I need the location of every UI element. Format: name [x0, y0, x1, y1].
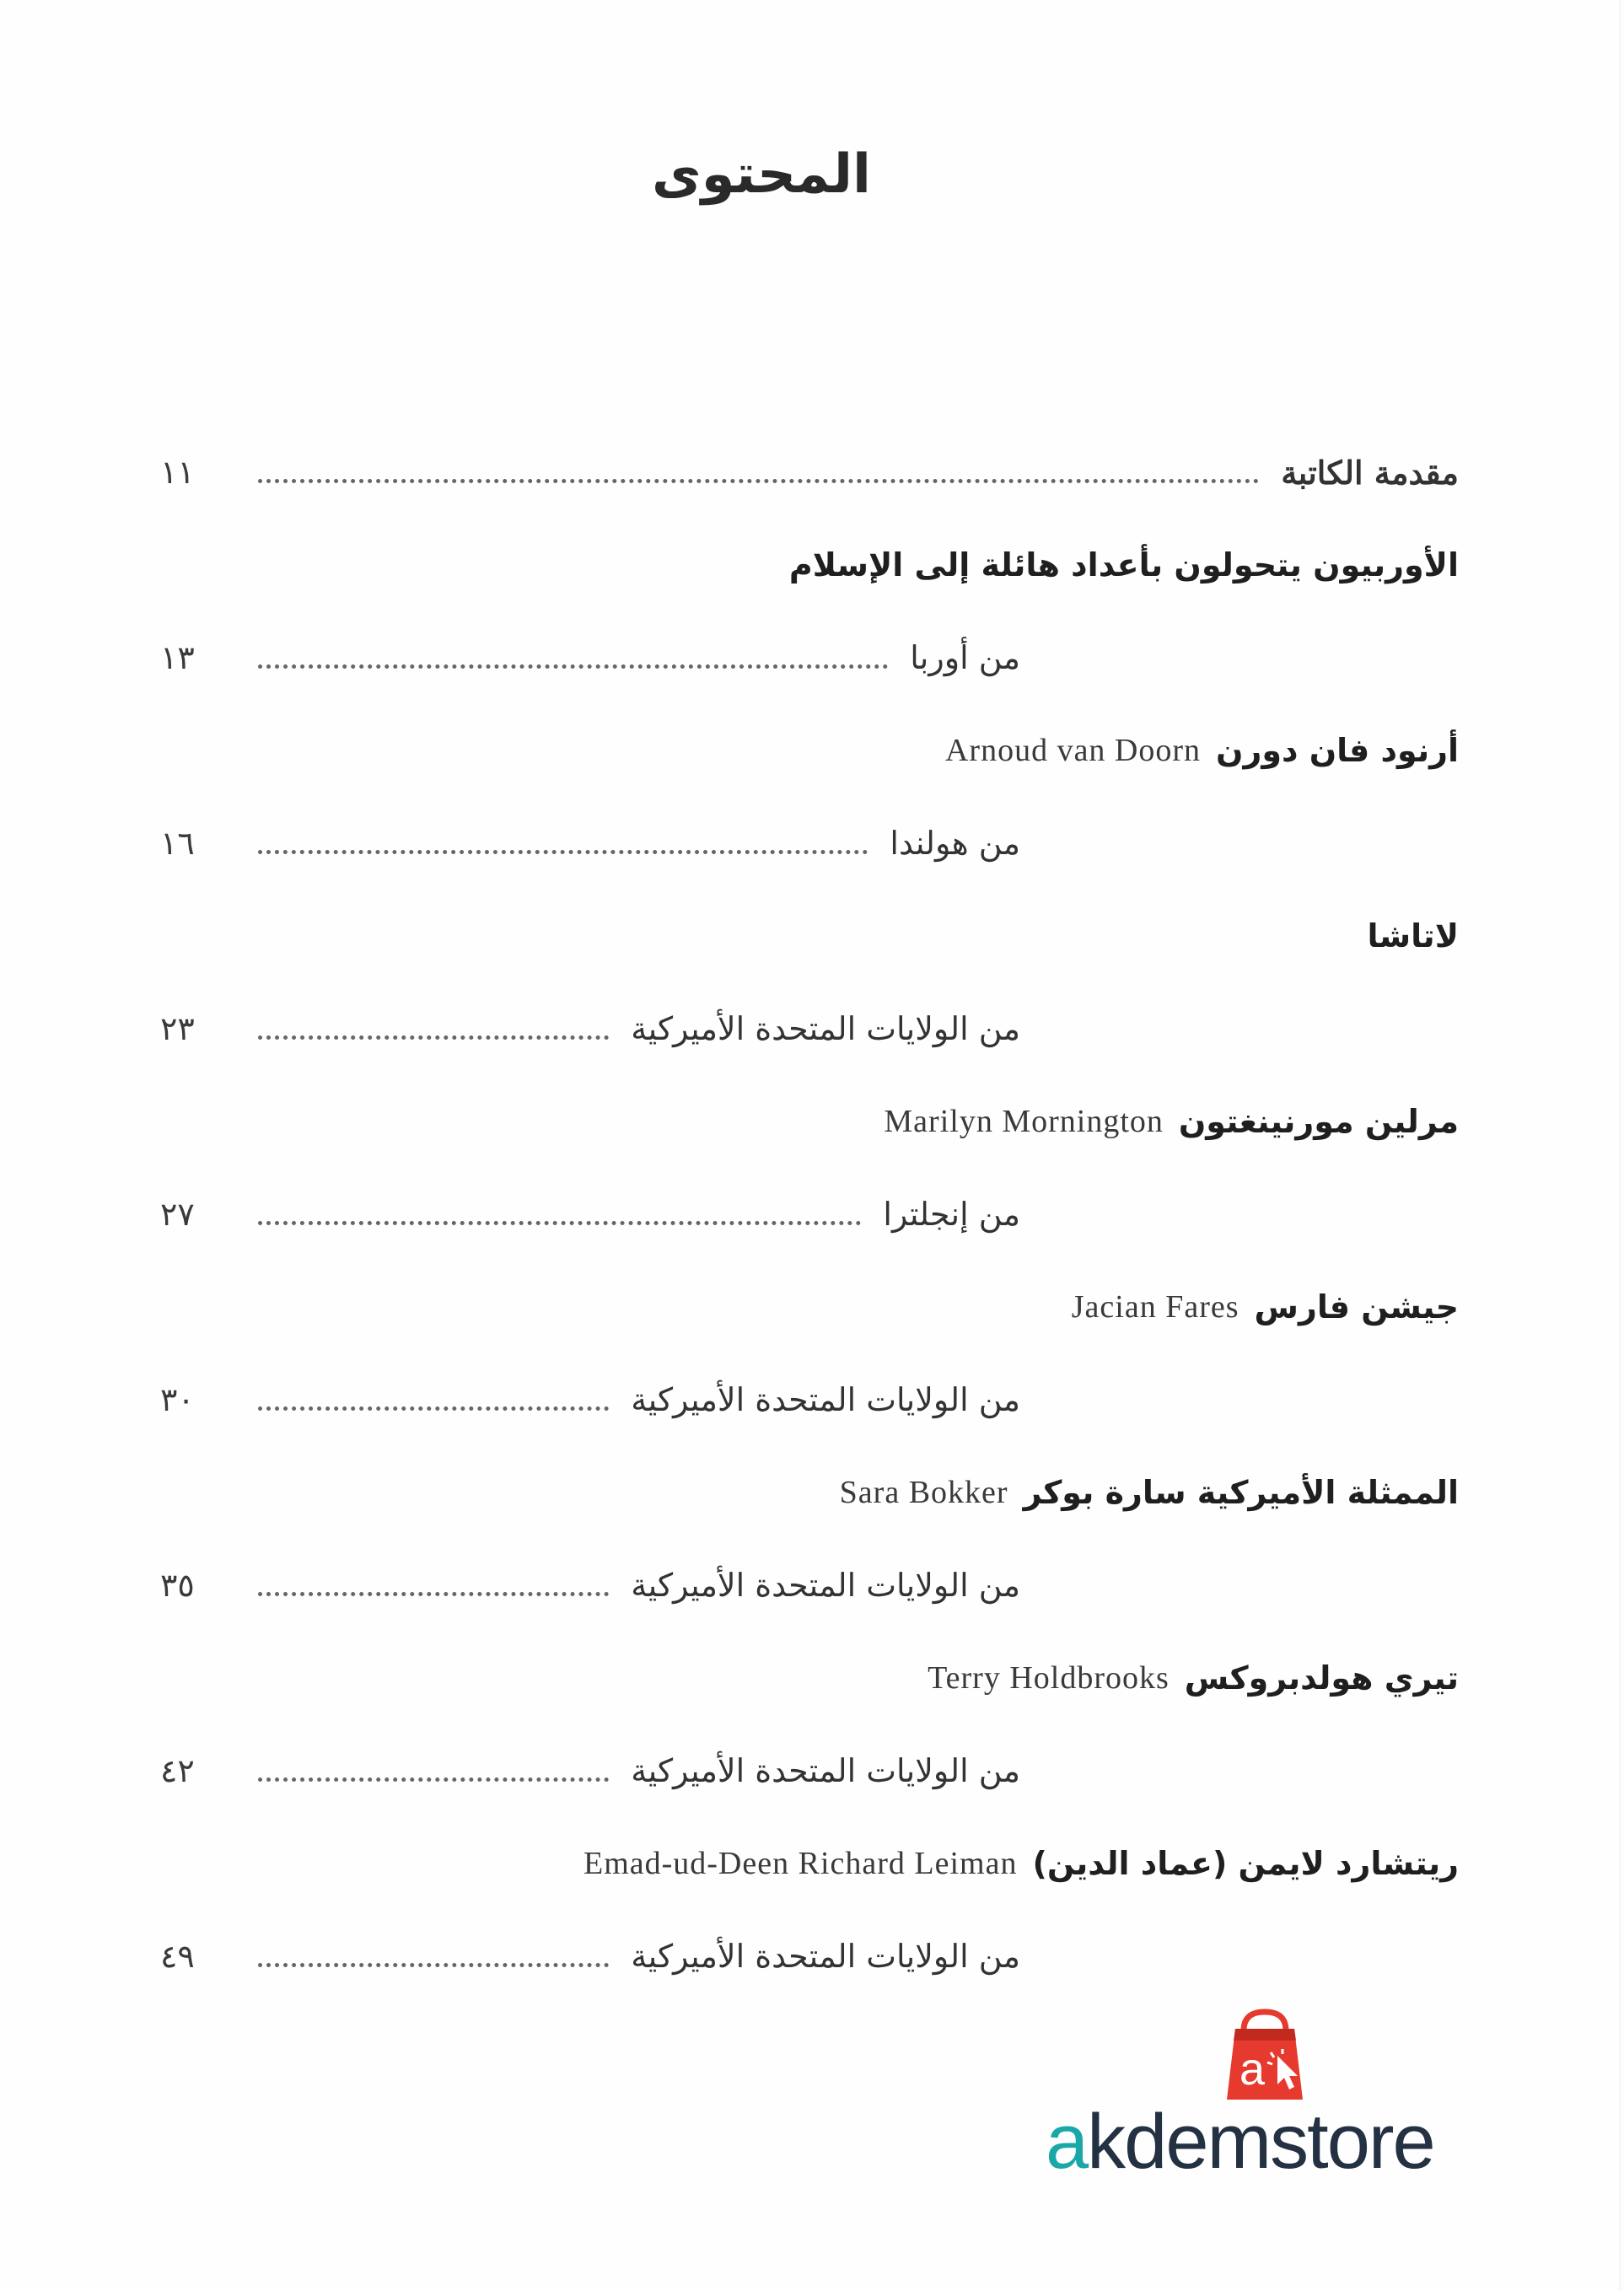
- toc-entry-label: من الولايات المتحدة الأميركية: [631, 1938, 1020, 1975]
- dot-leader: [258, 1777, 609, 1782]
- toc-heading-latin: Sara Bokker: [839, 1475, 1008, 1510]
- toc-entry[interactable]: [160, 1724, 1459, 1817]
- dot-leader: [258, 1221, 861, 1225]
- dot-leader: [258, 664, 888, 669]
- dot-leader: [258, 479, 1259, 483]
- toc-entry-label: من هولندا: [890, 825, 1020, 862]
- shopping-bag-cursor-icon: [1218, 2007, 1311, 2104]
- toc-entry[interactable]: [160, 1910, 1459, 2003]
- dot-leader: [258, 1035, 609, 1040]
- dot-leader: [258, 1406, 609, 1411]
- logo-bag-letter: a: [1239, 2044, 1266, 2095]
- toc-entry-label: من الولايات المتحدة الأميركية: [631, 1381, 1020, 1418]
- akdemstore-logo: [1046, 2007, 1484, 2185]
- toc-heading-arabic: الأوربيون يتحولون بأعداد هائلة إلى الإسلام: [788, 546, 1459, 584]
- dot-leader: [258, 850, 868, 854]
- toc-heading-arabic: لاتاشا: [1367, 917, 1459, 955]
- toc-heading-arabic: تيري هولدبروكس: [1184, 1659, 1459, 1697]
- toc-entry[interactable]: [160, 982, 1459, 1075]
- toc-heading-latin: Emad-ud-Deen Richard Leiman: [583, 1846, 1018, 1881]
- dot-leader: [258, 1592, 609, 1596]
- toc-entry[interactable]: [160, 1539, 1459, 1632]
- toc-page-number: ١٦: [160, 825, 195, 862]
- toc-heading: [160, 1261, 1459, 1353]
- toc-entry-label: مقدمة الكاتبة: [1281, 453, 1459, 492]
- toc-page-number: ٢٣: [160, 1010, 195, 1047]
- toc-entry[interactable]: [160, 1353, 1459, 1446]
- toc-heading: [160, 1632, 1459, 1724]
- logo-wordmark-accent: a: [1046, 2099, 1088, 2185]
- toc-page-number: ٤٩: [160, 1938, 195, 1975]
- toc-entry[interactable]: [160, 797, 1459, 890]
- dot-leader: [258, 1963, 609, 1967]
- toc-entry-label: من الولايات المتحدة الأميركية: [631, 1752, 1020, 1789]
- toc-heading-arabic: مرلين مورنينغتون: [1178, 1103, 1459, 1140]
- toc-heading-latin: Terry Holdbrooks: [928, 1660, 1170, 1696]
- toc-entry-label: من إنجلترا: [883, 1196, 1020, 1233]
- toc-heading: [160, 704, 1459, 797]
- table-of-contents: [160, 426, 1459, 2003]
- toc-heading: [160, 1817, 1459, 1910]
- toc-entry[interactable]: [160, 426, 1459, 519]
- toc-entry[interactable]: [160, 1168, 1459, 1261]
- toc-entry-label: من الولايات المتحدة الأميركية: [631, 1010, 1020, 1047]
- toc-page-number: ١٣: [160, 639, 195, 676]
- toc-entry-label: من الولايات المتحدة الأميركية: [631, 1567, 1020, 1604]
- toc-entry[interactable]: [160, 611, 1459, 704]
- toc-page-number: ٤٢: [160, 1752, 195, 1789]
- logo-wordmark: [1046, 2098, 1484, 2186]
- toc-heading: [160, 890, 1459, 982]
- toc-page-number: ١١: [160, 454, 195, 491]
- toc-page-number: ٢٧: [160, 1196, 195, 1233]
- toc-heading-latin: Marilyn Mornington: [884, 1104, 1164, 1139]
- toc-page-number: ٣٥: [160, 1567, 195, 1604]
- toc-heading-latin: Jacian Fares: [1071, 1289, 1240, 1325]
- toc-entry-label: من أوربا: [910, 639, 1020, 676]
- page-title: المحتوى: [652, 143, 871, 206]
- logo-wordmark-rest: kdemstore: [1087, 2099, 1434, 2185]
- toc-heading: [160, 1446, 1459, 1539]
- toc-heading-arabic: ريتشارد لايمن (عماد الدين): [1032, 1845, 1459, 1882]
- toc-heading-arabic: جيشن فارس: [1254, 1288, 1459, 1326]
- toc-heading-latin: Arnoud van Doorn: [944, 733, 1202, 768]
- toc-heading: [160, 1075, 1459, 1168]
- toc-heading-arabic: أرنود فان دورن: [1216, 732, 1459, 769]
- toc-heading-arabic: الممثلة الأميركية سارة بوكر: [1023, 1474, 1459, 1511]
- page-edge-shadow: [1619, 0, 1624, 2291]
- toc-page-number: ٣٠: [160, 1381, 195, 1418]
- toc-heading: [160, 519, 1459, 611]
